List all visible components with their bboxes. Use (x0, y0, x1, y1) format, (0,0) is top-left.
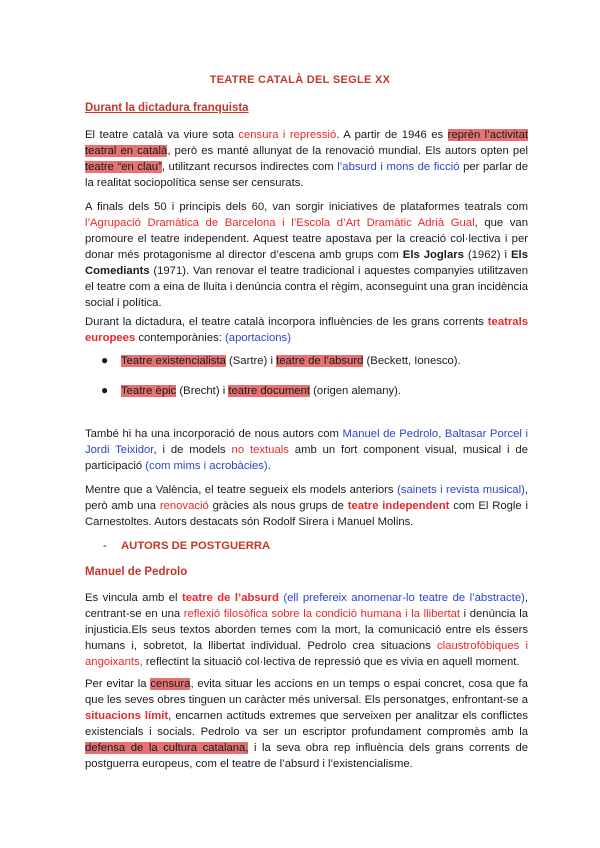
text-run: gràcies als nous grups de (208, 500, 348, 512)
bullet-icon: ● (101, 383, 109, 397)
text-run: Durant la dictadura, el teatre català incorpora influències de les grans corrents (85, 316, 488, 328)
subsection-heading-pedrolo: Manuel de Pedrolo (85, 566, 188, 578)
text-run: reflectint la situació col·lectiva de repressió que es vivia en aquell moment. (142, 656, 520, 668)
text-run: , utilitzant recursos indirectes com (161, 161, 338, 173)
text-run: Per evitar la (85, 678, 151, 690)
highlight-marker: teatre document (228, 385, 311, 397)
text-run: També hi ha una incorporació de nous autors com (85, 428, 343, 440)
bold-red-text: teatre independent (347, 500, 450, 512)
text-run: amb un fort component visual, musical i de participació (85, 444, 528, 472)
text-run: i denúncia la injusticia.Els seus textos aborden temes com la mort, la comunicació entre els éssers humans i, sobretot, la llibertat individual. Pedrolo crea situacions (85, 608, 528, 652)
highlight-blue-text: l’absurd i mons de ficció (337, 161, 460, 173)
highlight-blue-text: (ell prefereix anomenar-lo teatre de l’abstracte) (283, 592, 525, 604)
text-run: per parlar de la realitat sociopolítica sense ser censurats. (85, 161, 528, 189)
paragraph-teatre-independent (85, 199, 528, 311)
text-run: (Brecht) i (176, 385, 229, 397)
text-run: (Beckett, Ionesco). (363, 355, 461, 367)
highlight-red-text: renovació (159, 500, 209, 512)
highlight-marker: Teatre existencialista (121, 355, 226, 367)
paragraph-censura (85, 127, 528, 191)
highlight-marker: censura (150, 678, 191, 690)
highlight-marker: reprèn l’activitat teatral en català (85, 129, 528, 157)
highlight-marker: Teatre èpic (121, 385, 177, 397)
highlight-red-text: reflexió filosòfica sobre la condició humana i la llibertat (183, 608, 461, 620)
text-run: El teatre català va viure sota (85, 129, 239, 141)
highlight-blue-text: (com mims i acrobàcies) (145, 460, 268, 472)
paragraph-valencia (85, 482, 528, 530)
text-run: com El Rogle i Carnestoltes. Autors destacats són Rodolf Sirera i Manuel Molins. (85, 500, 529, 528)
highlight-blue-text: Manuel de Pedrolo, Baltasar Porcel i Jordi Teixidor (85, 428, 529, 456)
bullet-icon: ● (101, 353, 109, 367)
bold-text: Els Comediants (85, 249, 528, 277)
text-run: , evita situar les accions en un temps o espai concret, cosa que fa que les seves obres tinguen un caràcter més universal. Els personatges, enfrontant-se a (85, 678, 528, 706)
document-title: TEATRE CATALÀ DEL SEGLE XX (209, 74, 391, 86)
text-run: (1962) i (463, 249, 512, 261)
text-run: Mentre que a València, el teatre segueix els models anteriors (85, 484, 398, 496)
text-run: contemporànies: (135, 332, 226, 344)
section-heading-label: AUTORS DE POSTGUERRA (121, 540, 271, 552)
text-run: (origen alemany). (310, 385, 402, 397)
text-run: i la seva obra rep influència dels grans corrents de postguerra europeus, com el teatre de l’absurd i l’existencialisme. (85, 742, 529, 770)
highlight-red-text: l’Agrupació Dramàtica de Barcelona i l’Escola d’Art Dramàtic Adrià Gual (85, 217, 475, 229)
paragraph-pedrolo-absurd (85, 590, 528, 670)
text-run: . (267, 460, 271, 472)
list-item (101, 382, 401, 399)
paragraph-nous-autors (85, 426, 528, 474)
bold-red-text: teatrals europees (85, 316, 528, 344)
text-run: , però amb una (85, 484, 528, 512)
highlight-red-text: no textuals (231, 444, 289, 456)
highlight-marker: teatre “en clau” (85, 161, 162, 173)
list-item (101, 352, 461, 369)
text-run: , encarnen actituds extremes que serveixen per analitzar els conflictes existencials i socials. Pedrolo va ser un escriptor profundament compromès amb la (85, 710, 529, 738)
text-run: . A partir de 1946 es (336, 129, 448, 141)
paragraph-pedrolo-censura (85, 676, 528, 772)
text-run: , centrant-se en una (85, 592, 528, 620)
text-run: Es vincula amb el (85, 592, 183, 604)
paragraph-influencies (85, 314, 528, 346)
highlight-marker: teatre de l’absurd (276, 355, 364, 367)
bold-text: Els Joglars (402, 249, 464, 261)
highlight-red-text: claustrofòbiques i angoixants, (85, 640, 528, 668)
highlight-marker: defensa de la cultura catalana, (85, 742, 249, 754)
highlight-red-text: censura i repressió (238, 129, 337, 141)
text-run: , però es manté allunyat de la renovació mundial. Els autors opten pel (167, 145, 528, 157)
text-run: (Sartre) i (225, 355, 277, 367)
section-heading-dictadura: Durant la dictadura franquista (85, 102, 249, 114)
text-run: , i de models (153, 444, 232, 456)
highlight-blue-text: (aportacions) (225, 332, 291, 344)
text-run: (1971). Van renovar el teatre tradicional i aquestes companyies utilitzaven el teatre com a eina de lluita i denúncia contra el règim, aconseguint una gran incidència social i política. (85, 265, 528, 309)
dash-bullet-icon: - (103, 540, 107, 552)
highlight-blue-text: (sainets i revista musical) (397, 484, 525, 496)
text-run: A finals dels 50 i principis dels 60, van sorgir iniciatives de plataformes teatrals com (85, 201, 528, 213)
text-run: , que van promoure el teatre independent. Aquest teatre apostava per la creació col·lectiva i per donar més protagonisme al director d’escena amb grups com (85, 217, 528, 261)
bold-red-text: teatre de l’absurd (182, 592, 279, 604)
section-heading-postguerra (103, 538, 270, 554)
bold-red-text: situacions límit (85, 710, 169, 722)
